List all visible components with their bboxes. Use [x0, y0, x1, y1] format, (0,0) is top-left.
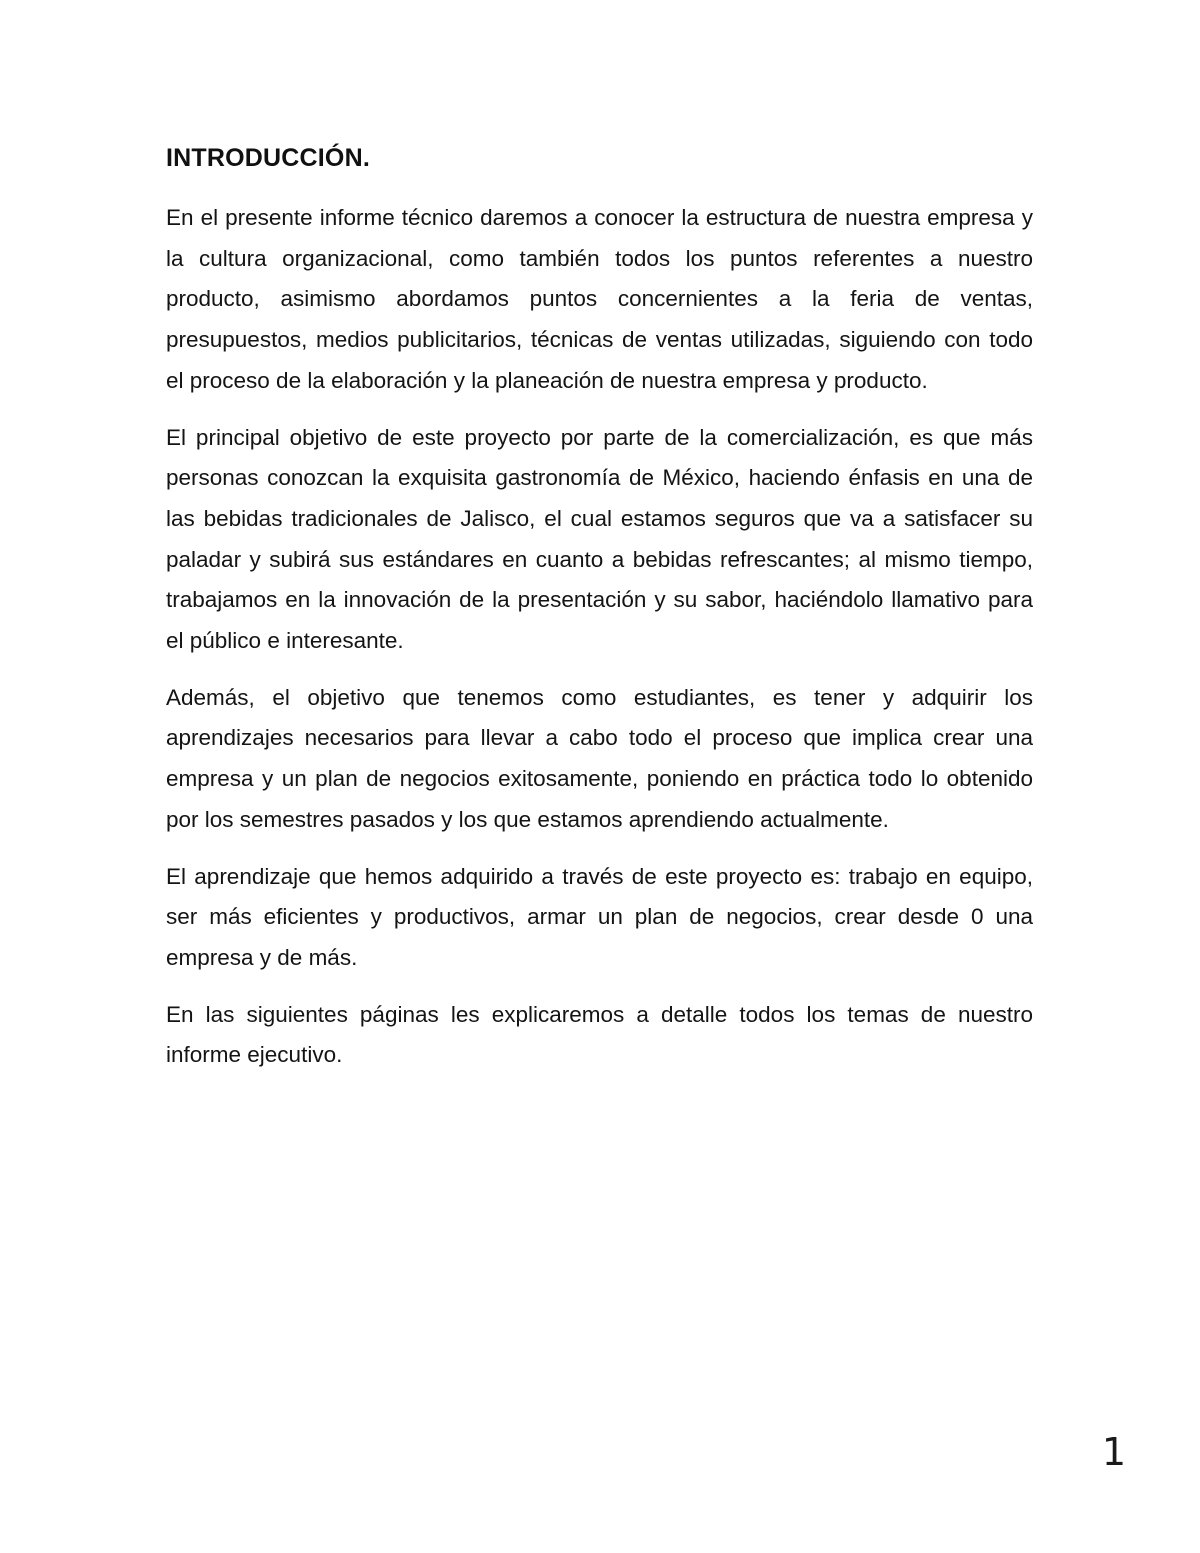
section-heading: INTRODUCCIÓN. — [166, 144, 370, 172]
page-number: 1 — [1101, 1430, 1126, 1474]
paragraph-5: En las siguientes páginas les explicaremos a detalle todos los temas de nuestro informe ejecutivo. — [166, 1001, 1033, 1068]
paragraph-1: En el presente informe técnico daremos a conocer la estructura de nuestra empresa y la cultura organizacional, como también todos los puntos referentes a nuestro producto, asimismo abordamos puntos concernientes a la feria de ventas, presupuestos, medios publicitarios, técnicas de ventas utilizadas, siguiendo con todo el proceso de la elaboración y la planeación de nuestra empresa y producto. — [166, 205, 1033, 393]
paragraph-2: El principal objetivo de este proyecto por parte de la comercialización, es que más personas conozcan la exquisita gastronomía de México, haciendo énfasis en una de las bebidas tradicionales de Jalisco, el cual estamos seguros que va a satisfacer su paladar y subirá sus estándares en cuanto a bebidas refrescantes; al mismo tiempo, trabajamos en la innovación de la presentación y su sabor, haciéndolo llamativo para el público e interesante. — [166, 424, 1033, 654]
paragraph-4: El aprendizaje que hemos adquirido a través de este proyecto es: trabajo en equipo, ser más eficientes y productivos, armar un plan de negocios, crear desde 0 una empresa y de más. — [166, 863, 1033, 970]
page-content — [166, 138, 1033, 1092]
paragraph-3: Además, el objetivo que tenemos como estudiantes, es tener y adquirir los aprendizajes necesarios para llevar a cabo todo el proceso que implica crear una empresa y un plan de negocios exitosamente, poniendo en práctica todo lo obtenido por los semestres pasados y los que estamos aprendiendo actualmente. — [166, 684, 1033, 832]
